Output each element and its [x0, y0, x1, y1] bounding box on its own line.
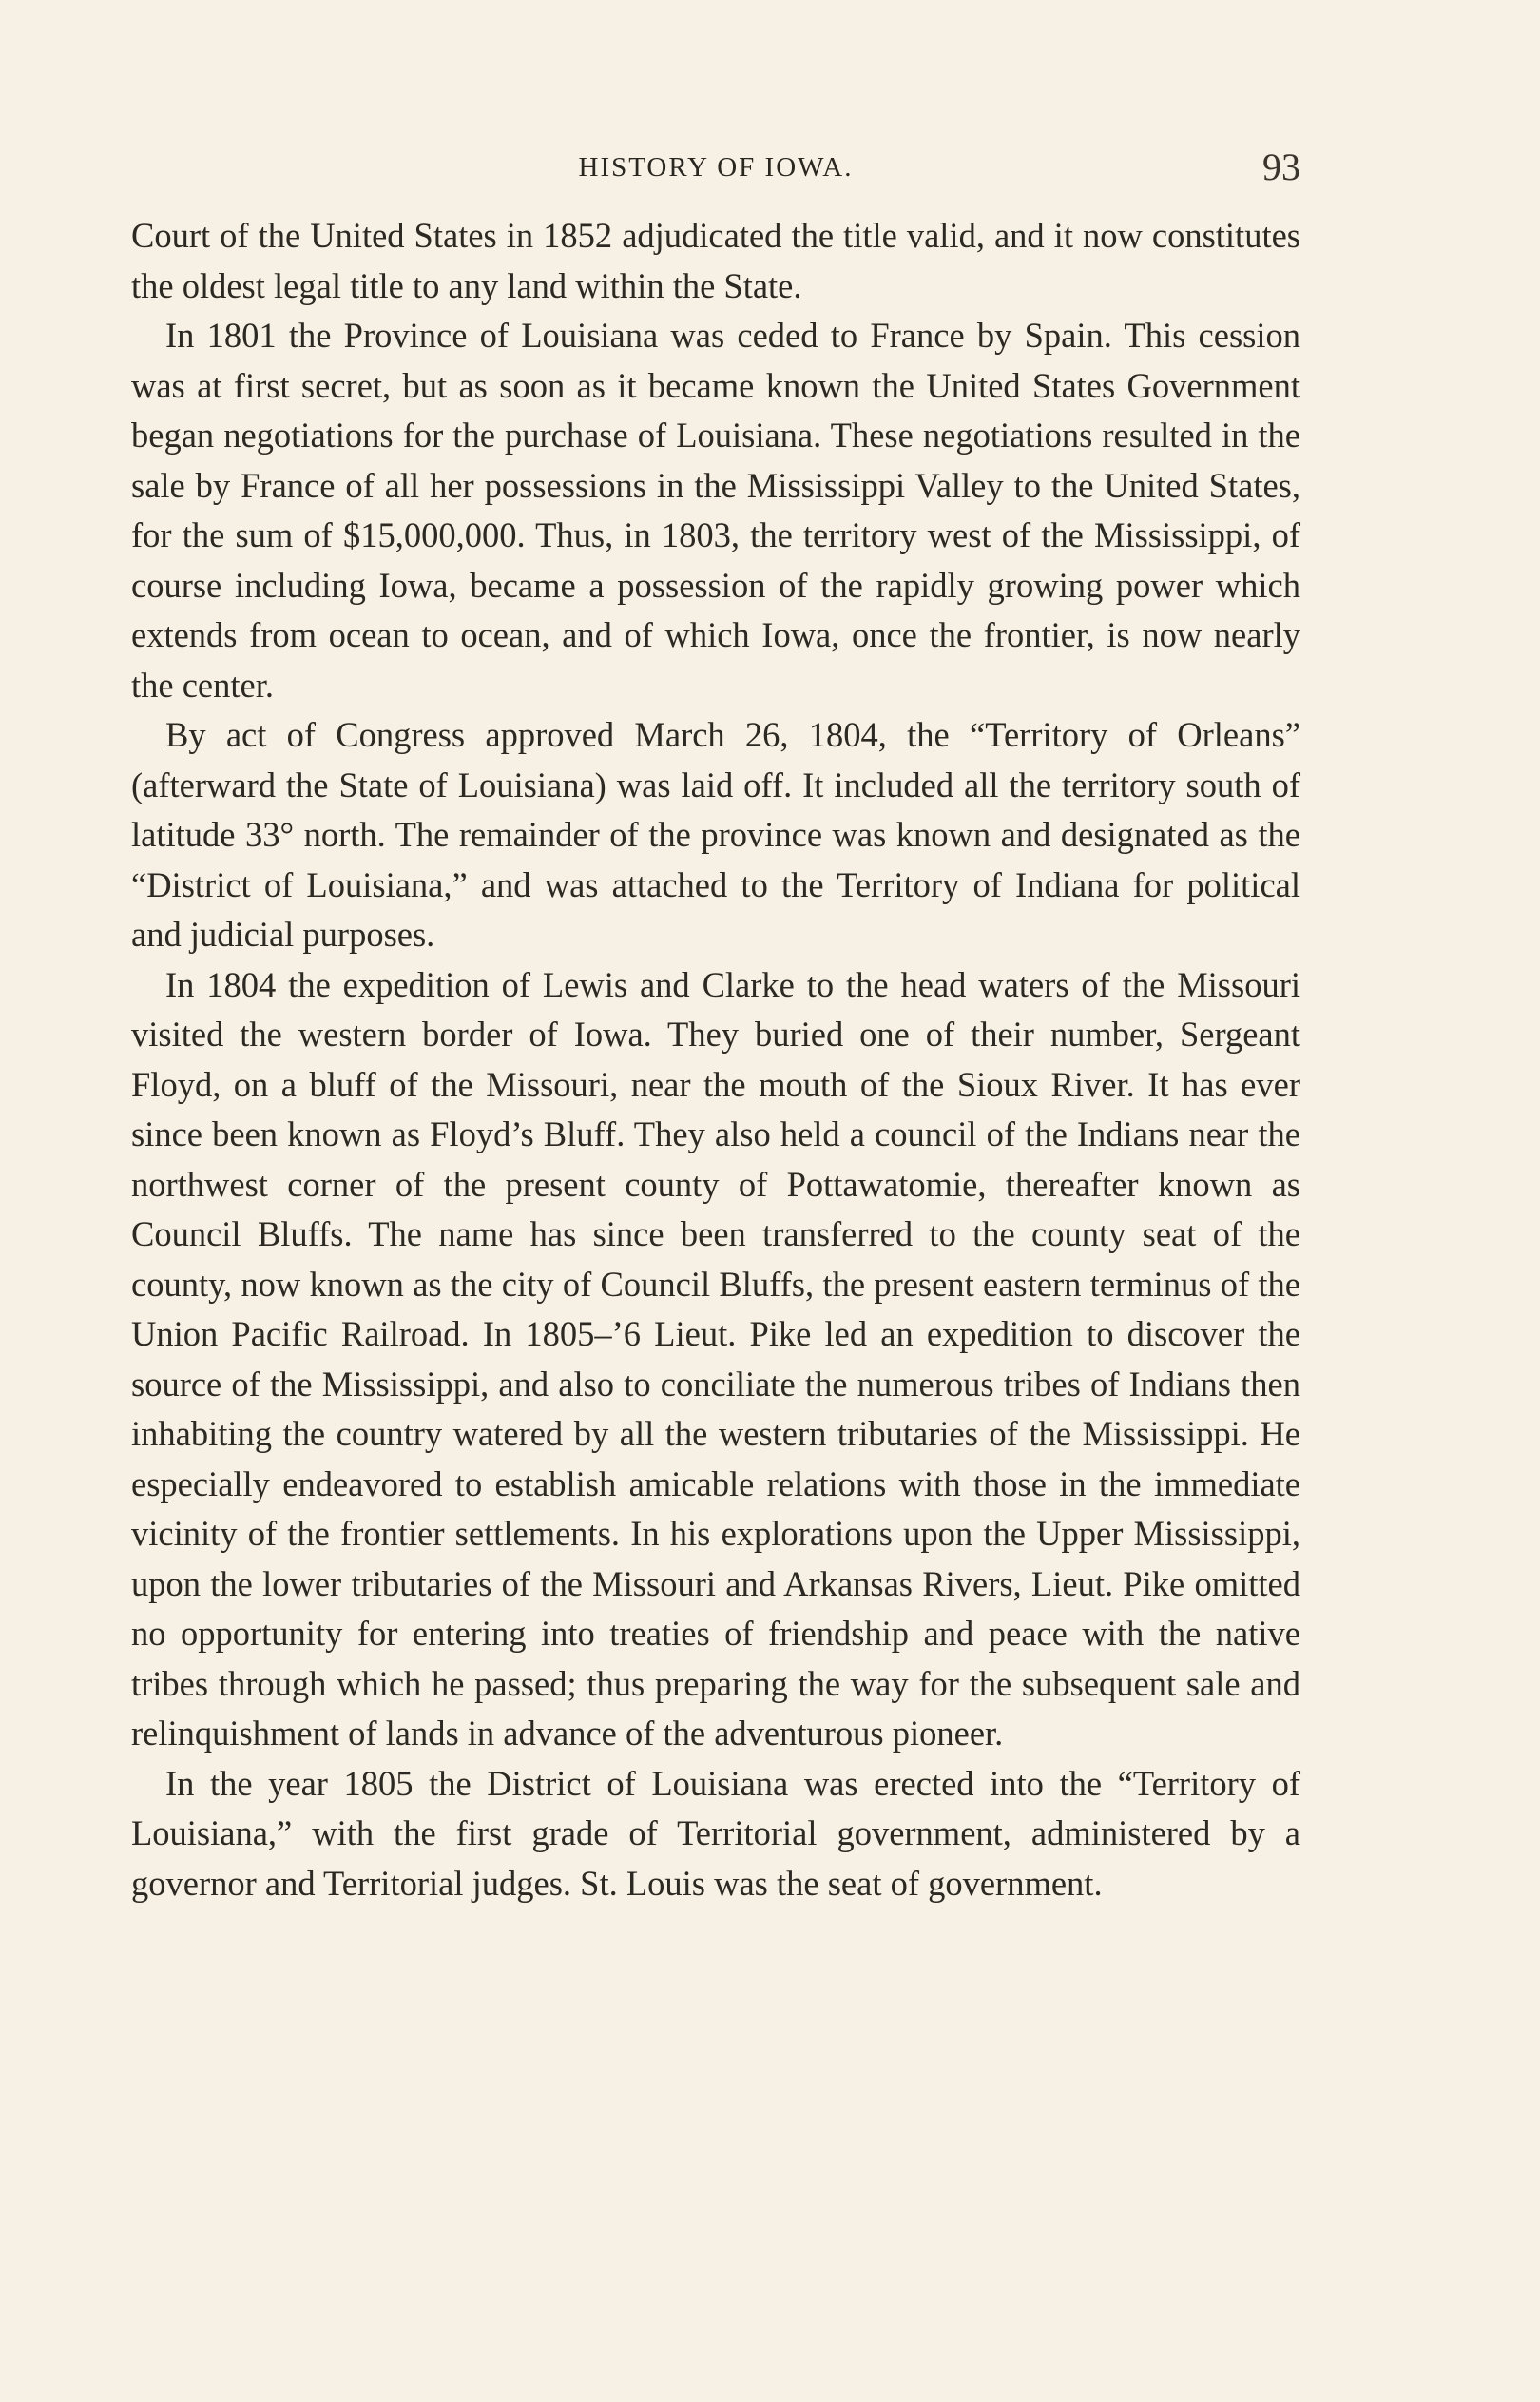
running-head [131, 143, 1300, 190]
page-number: 93 [1262, 145, 1300, 188]
paragraph-lewis-and-clarke: In 1804 the expedition of Lewis and Clarke to the head waters of the Missouri visited the western border of Iowa. They buried one of their number, Sergeant Floyd, on a bluff of the Missouri, near the mouth of the Sioux River. It has ever since been known as Floyd’s Bluff. They also held a council of the Indians near the northwest corner of the present county of Pottawatomie, thereafter known as Council Bluffs. The name has since been transferred to the county seat of the county, now known as the city of Council Bluffs, the present eastern terminus of the Union Pacific Railroad. In 1805–’6 Lieut. Pike led an expedition to discover the source of the Mississippi, and also to conciliate the numerous tribes of Indians then inhabiting the country watered by all the western tributaries of the Mississippi. He especially endeavored to establish amicable relations with those in the immediate vicinity of the frontier settlements. In his explorations upon the Upper Mississippi, upon the lower tributaries of the Missouri and Arkansas Rivers, Lieut. Pike omitted no opportunity for entering into treaties of friendship and peace with the native tribes through which he passed; thus preparing the way for the subsequent sale and relinquishment of lands in advance of the adventurous pioneer. [131, 964, 1300, 1753]
paragraph-louisiana-cession: In 1801 the Province of Louisiana was ceded to France by Spain. This cession was at first secret, but as soon as it became known the United States Government began negotiations for the purchase of Louisiana. These negotiations resulted in the sale by France of all her possessions in the Mississippi Valley to the United States, for the sum of $15,000,000. Thus, in 1803, the territory west of the Mississippi, of course including Iowa, became a possession of the rapidly growing power which extends from ocean to ocean, and of which Iowa, once the frontier, is now nearly the center. [131, 316, 1300, 705]
running-title: HISTORY OF IOWA. [578, 152, 854, 183]
paragraph-territory-of-orleans: By act of Congress approved March 26, 1804, the “Territory of Orleans” (afterward the State of Louisiana) was laid off. It included all the territory south of latitude 33° north. The remainder of the province was known and designated as the “District of Louisiana,” and was attached to the Territory of Indiana for political and judicial purposes. [131, 715, 1300, 954]
body-text [131, 211, 1300, 1908]
paragraph-continued: Court of the United States in 1852 adjudicated the title valid, and it now constitutes the oldest legal title to any land within the State. [131, 216, 1300, 305]
paragraph-territory-of-louisiana: In the year 1805 the District of Louisiana was erected into the “Territory of Louisiana,” with the first grade of Territorial government, administered by a governor and Territorial judges. St. Louis was the seat of government. [131, 1763, 1300, 1903]
